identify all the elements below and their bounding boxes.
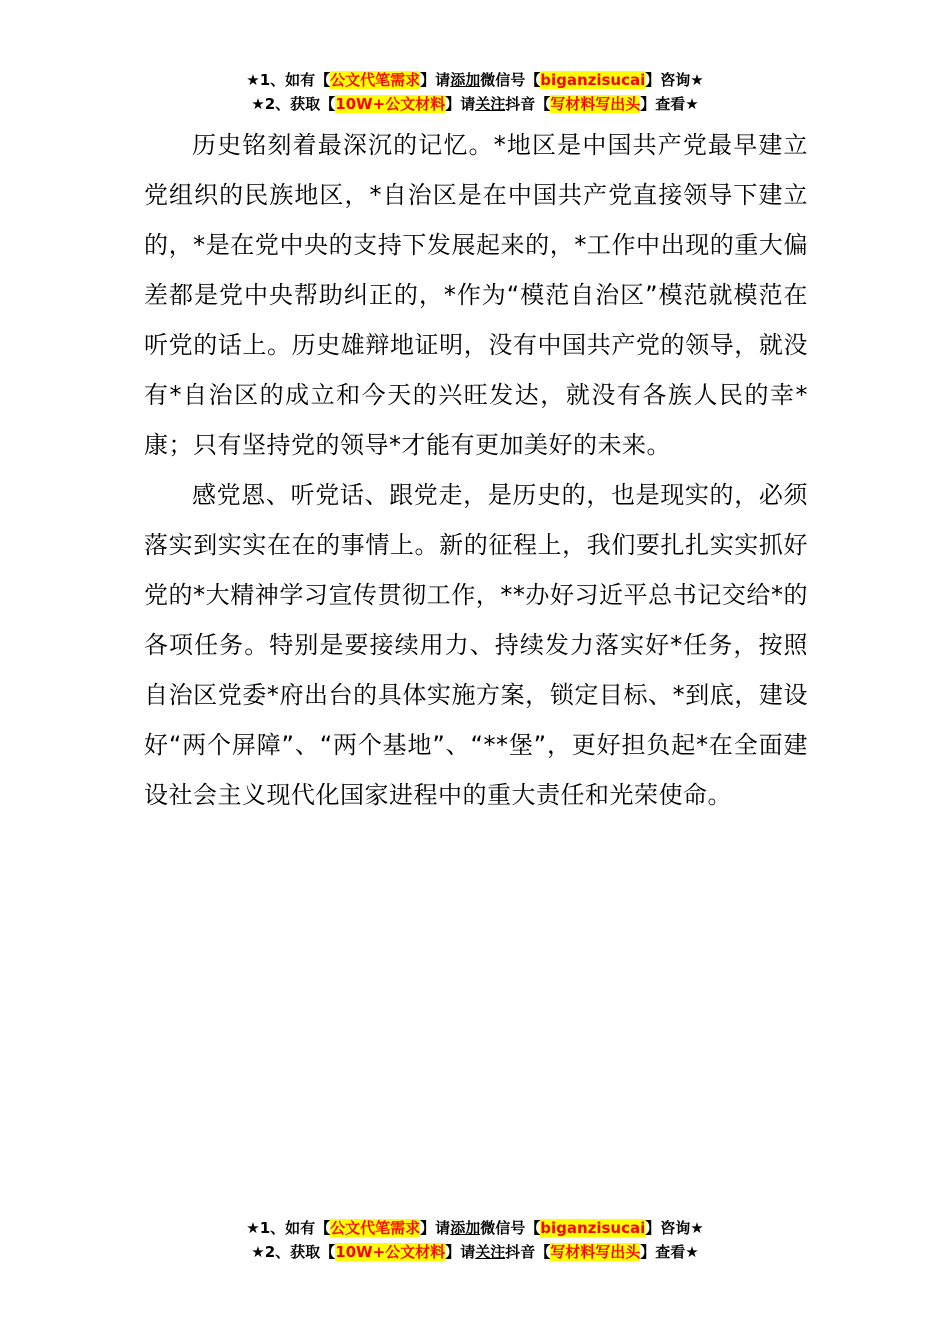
banner-text: ★1、如有【 xyxy=(246,1219,331,1237)
banner-line-2 xyxy=(0,1240,950,1264)
banner-highlight: 公文代笔需求 xyxy=(330,71,421,89)
banner-text: 】请 xyxy=(445,1243,476,1261)
banner-text: ★1、如有【 xyxy=(246,71,331,89)
banner-highlight: biganzisucai xyxy=(540,71,646,89)
banner-text: 微信号【 xyxy=(480,71,541,89)
banner-text: 抖音【 xyxy=(505,95,551,113)
paragraph: 历史铭刻着最深沉的记忆。*地区是中国共产党最早建立党组织的民族地区，*自治区是在中国共产党直接领导下建立的，*是在党中央的支持下发展起来的，*工作中出现的重大偏差都是党中央帮助纠正的，*作为“模范自治区”模范就模范在听党的话上。历史雄辩地证明，没有中国共产党的领导，就没有*自治区的成立和今天的兴旺发达，就没有各族人民的幸*康；只有坚持党的领导*才能有更加美好的未来。 xyxy=(144,131,808,459)
banner-text: 抖音【 xyxy=(505,1243,551,1261)
banner-emphasis: 关注 xyxy=(475,1243,506,1261)
header-banner xyxy=(0,68,950,116)
banner-text: 】请 xyxy=(420,71,451,89)
banner-text: 微信号【 xyxy=(480,1219,541,1237)
banner-text: ★2、获取【 xyxy=(251,1243,336,1261)
banner-line-1 xyxy=(0,1216,950,1240)
banner-highlight: 10W+公文材料 xyxy=(335,1243,446,1261)
banner-highlight: 10W+公文材料 xyxy=(335,95,446,113)
banner-highlight: 写材料写出头 xyxy=(550,95,641,113)
banner-text: 】请 xyxy=(420,1219,451,1237)
banner-emphasis: 添加 xyxy=(450,71,481,89)
banner-text: ★2、获取【 xyxy=(251,95,336,113)
banner-text: 】查看★ xyxy=(640,1243,699,1261)
banner-line-2 xyxy=(0,92,950,116)
banner-emphasis: 添加 xyxy=(450,1219,481,1237)
banner-emphasis: 关注 xyxy=(475,95,506,113)
banner-highlight: 写材料写出头 xyxy=(550,1243,641,1261)
banner-text: 】查看★ xyxy=(640,95,699,113)
banner-line-1 xyxy=(0,68,950,92)
banner-text: 】请 xyxy=(445,95,476,113)
banner-highlight: 公文代笔需求 xyxy=(330,1219,421,1237)
document-body xyxy=(144,120,808,820)
paragraph: 感党恩、听党话、跟党走，是历史的，也是现实的，必须落实到实实在在的事情上。新的征程上，我们要扎扎实实抓好党的*大精神学习宣传贯彻工作，**办好习近平总书记交给*的各项任务。特别是要接续用力、持续发力落实好*任务，按照自治区党委*府出台的具体实施方案，锁定目标、*到底，建设好“两个屏障”、“两个基地”、“**堡”，更好担负起*在全面建设社会主义现代化国家进程中的重大责任和光荣使命。 xyxy=(144,481,808,809)
banner-text: 】咨询★ xyxy=(645,71,704,89)
footer-banner xyxy=(0,1216,950,1264)
banner-text: 】咨询★ xyxy=(645,1219,704,1237)
banner-highlight: biganzisucai xyxy=(540,1219,646,1237)
